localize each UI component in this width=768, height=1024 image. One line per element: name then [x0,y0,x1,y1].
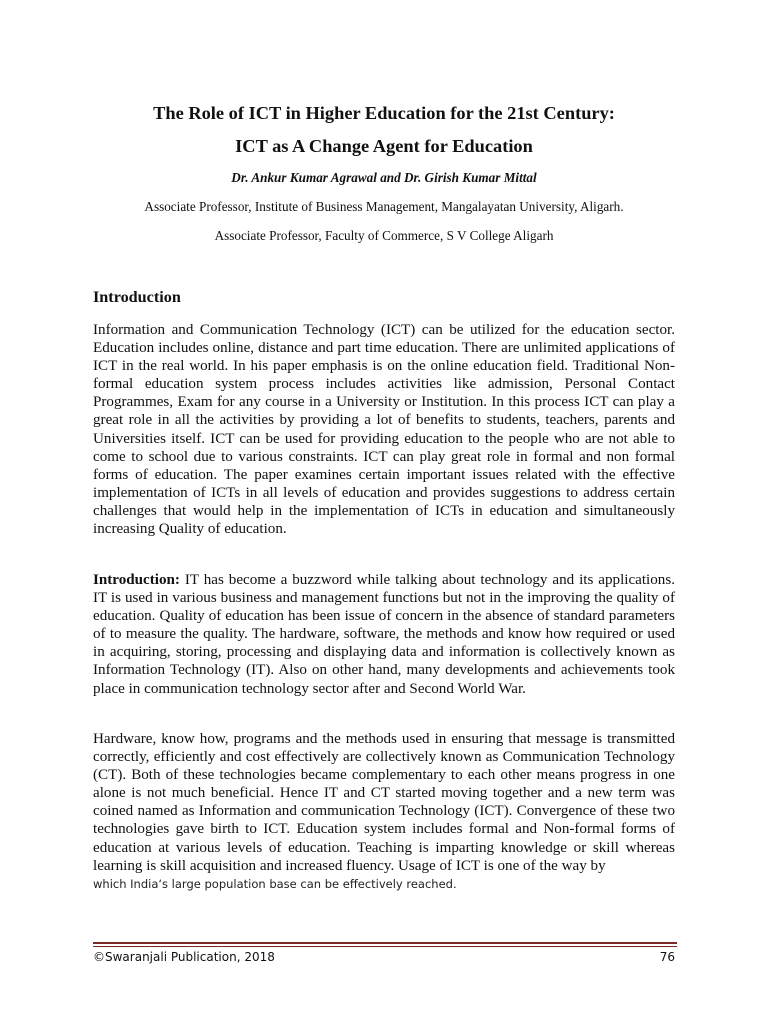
paragraph-3-body: Hardware, know how, programs and the methods used in ensuring that message is transmitted correctly, efficiently and cost effectively are collectively known as Communication Technology (CT). Both of these technologies became complementary to each other means progress in one alone is not much beneficial. Hence IT and CT started moving together and a new term was coined named as Information and communication Technology (ICT). Convergence of these two technologies gave birth to ICT. Education system includes formal and Non-formal forms of education at various levels of education. Teaching is imparting knowledge or skill whereas learning is skill acquisition and increased fluency. Usage of ICT is one of the way by [93,731,675,874]
author-affiliation-2: Associate Professor, Faculty of Commerce, S V College Aligarh [214,228,554,243]
paragraph-3 [93,730,675,893]
paper-authors: Dr. Ankur Kumar Agrawal and Dr. Girish Kumar Mittal [231,170,537,185]
footer-page-number: 76 [659,950,675,964]
paper-title-line2: ICT as A Change Agent for Education [235,136,533,156]
paragraph-1: Information and Communication Technology (ICT) can be utilized for the education sector. Education includes online, distance and part time education. There are unlimited applications of ICT in the real world. In his paper emphasis is on the online education field. Traditional Non-formal education system process includes activities like admission, Personal Contact Programmes, Exam for any course in a University or Institution. In this process ICT can play a great role in all the activities by providing a lot of benefits to students, teachers, parents and Universities itself. ICT can be used for providing education to the people who are not able to come to school due to various constraints. ICT can play great role in formal and non formal forms of education. The paper examines certain important issues related with the effective implementation of ICTs in all levels of education and provides suggestions to address certain challenges that would help in the implementation of ICTs in education and simultaneously increasing Quality of education. [93,322,675,538]
paragraph-2-body: IT has become a buzzword while talking about technology and its applications. IT is used in various business and management functions but not in the improving the quality of education. Quality of education has been issue of concern in the absence of standard parameters of to measure the quality. The hardware, software, the methods and know how required or used in acquiring, storing, processing and displaying data and information is collectively known as Information Technology (IT). Also on other hand, many developments and achievements took place in communication technology sector after and Second World War. [93,572,675,697]
paper-page [93,0,675,1024]
paper-title-line1: The Role of ICT in Higher Education for the 21st Century: [153,103,615,123]
paragraph-2 [93,571,675,698]
paragraph-3-last-line: which India‘s large population base can be effectively reached. [93,876,457,891]
author-affiliation-1: Associate Professor, Institute of Business Management, Mangalayatan University, Aligarh. [144,199,624,214]
footer-rule-thin [93,946,677,947]
paragraph-2-lead: Introduction: [93,572,180,588]
section-heading: Introduction [93,288,181,306]
footer-publisher: ©Swaranjali Publication, 2018 [93,950,275,964]
footer-rule-thick [93,942,677,944]
